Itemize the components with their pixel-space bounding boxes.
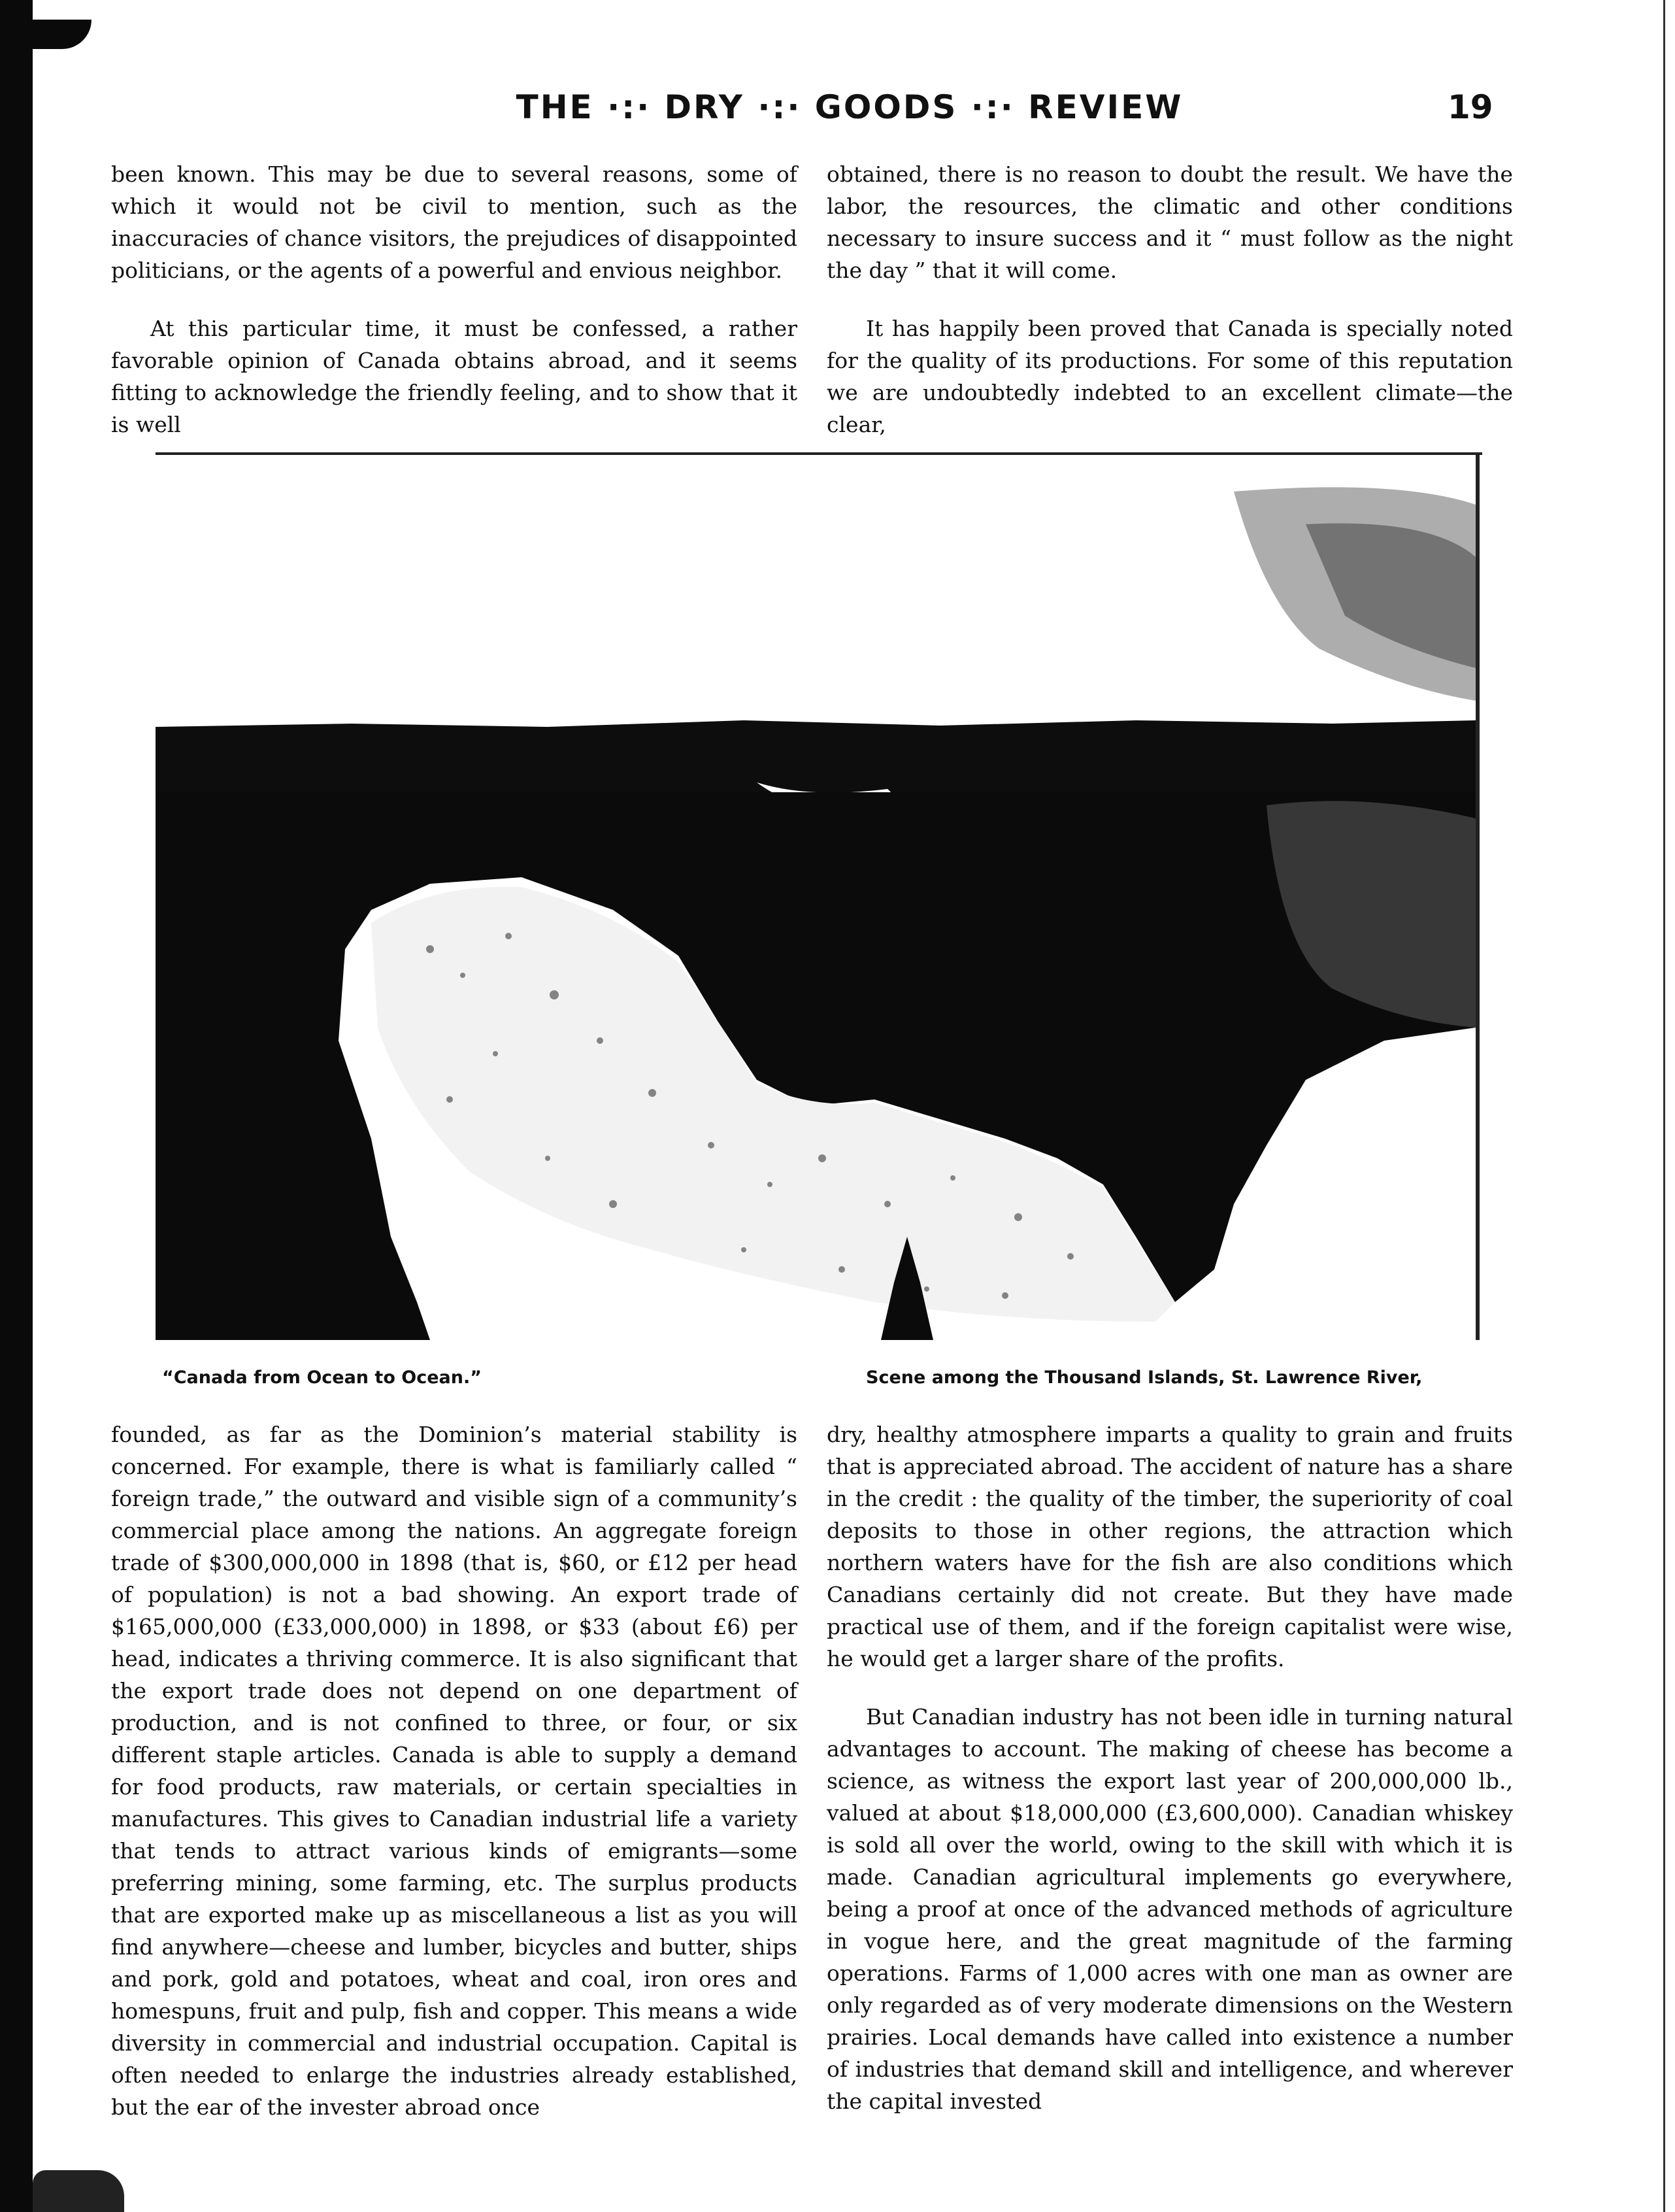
column-bottom-left [111, 1418, 797, 2149]
landscape-photo [156, 452, 1482, 1340]
scan-edge-bottom [33, 2170, 124, 2212]
scan-edge-right [1663, 0, 1665, 2212]
paragraph: It has happily been proved that Canada is specially noted for the quality of its productions. For some of this reputation we are undoubtedly indebted to an excellent climate—the clear, [827, 316, 1513, 437]
scan-edge-corner [33, 20, 91, 49]
paragraph: dry, healthy atmosphere imparts a quality to grain and fruits that is appreciated abroad. The accident of nature has a share in the credit : the quality of the timber, the superiority of coal deposits to those in other regions, the attraction which northern waters have for the fish are also conditions which Canadians certainly did not create. But they have made practical use of them, and if the foreign capitalist were wise, he would get a larger share of the profits. [827, 1422, 1513, 1671]
running-head: THE ·:· DRY ·:· GOODS ·:· REVIEW [516, 88, 1184, 126]
figure-caption-right: Scene among the Thousand Islands, St. Lawrence River, [866, 1367, 1423, 1388]
scan-edge-left [0, 0, 33, 2212]
paragraph: obtained, there is no reason to doubt the result. We have the labor, the resources, the climatic and other conditions necessary to insure success and it “ must follow as the night the day ” that it will come. [827, 161, 1513, 283]
paragraph: been known. This may be due to several reasons, some of which it would not be civil to mention, such as the inaccuracies of chance visitors, the prejudices of disappointed politicians, or the agents of a powerful and envious neighbor. [111, 161, 797, 283]
column-bottom-right [827, 1418, 1513, 2143]
paragraph: At this particular time, it must be confessed, a rather favorable opinion of Canada obtains abroad, and it seems fitting to acknowledge the friendly feeling, and to show that it is well [111, 316, 797, 437]
paragraph: But Canadian industry has not been idle in turning natural advantages to account. The making of cheese has become a science, as witness the export last year of 200,000,000 lb., valued at about $18,000,000 (£3,600,000). Canadian whiskey is sold all over the world, owing to the skill with which it is made. Canadian agricultural implements go everywhere, being a proof at once of the advanced methods of agriculture in vogue here, and the great magnitude of the farming operations. Farms of 1,000 acres with one man as owner are only regarded as of very moderate dimensions on the Western prairies. Local demands have called into existence a number of industries that demand skill and intelligence, and wherever the capital invested [827, 1704, 1513, 2114]
column-top-right [827, 158, 1513, 467]
paragraph: founded, as far as the Dominion’s material stability is concerned. For example, there is what is familiarly called “ foreign trade,” the outward and visible sign of a community’s commercial place among the nations. An aggregate foreign trade of $300,000,000 in 1898 (that is, $60, or £12 per head of population) is not a bad showing. An export trade of $165,000,000 (£33,000,000) in 1898, or $33 (about £6) per head, indicates a thriving commerce. It is also significant that the export trade does not depend on one department of production, and is not confined to three, or four, or six different staple articles. Canada is able to supply a demand for food products, raw materials, or certain specialties in manufactures. This gives to Canadian industrial life a variety that tends to attract various kinds of emigrants—some preferring mining, some farming, etc. The surplus products that are exported make up as miscellaneous a list as you will find anywhere—cheese and lumber, bicycles and butter, ships and pork, gold and potatoes, wheat and coal, iron ores and homespuns, fruit and pulp, fish and copper. This means a wide diversity in commercial and industrial occupation. Capital is often needed to enlarge the industries already established, but the ear of the invester abroad once [111, 1422, 797, 2120]
column-top-left [111, 158, 797, 467]
page-number: 19 [1448, 88, 1493, 126]
figure-caption-left: “Canada from Ocean to Ocean.” [162, 1367, 482, 1388]
